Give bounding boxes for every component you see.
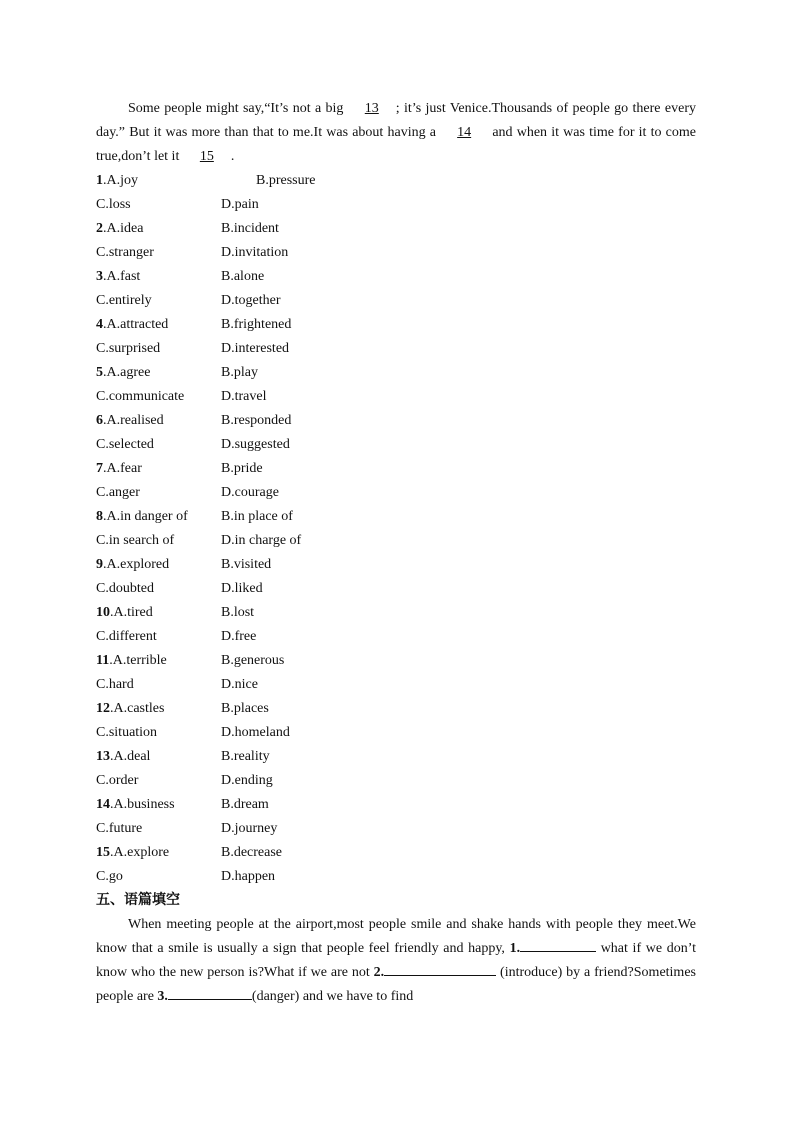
section5-paragraph: [96, 913, 696, 1009]
blank-number: 2.: [373, 965, 385, 980]
option-a-text: .A.agree: [103, 365, 151, 380]
fill-blank-3[interactable]: [168, 985, 252, 1000]
option-a[interactable]: [96, 841, 169, 865]
option-b[interactable]: B.alone: [221, 269, 265, 284]
option-a-text: .A.realised: [103, 413, 164, 428]
question-number: 15: [96, 845, 110, 860]
option-d[interactable]: D.happen: [221, 869, 276, 884]
option-b[interactable]: B.lost: [221, 605, 255, 620]
option-d[interactable]: D.invitation: [221, 245, 289, 260]
option-a-text: .A.business: [110, 797, 175, 812]
option-d[interactable]: D.in charge of: [221, 533, 302, 548]
option-a-text: .A.explored: [103, 557, 170, 572]
passage-text: ; it’s just Venice.Thousands of people go there every day.” But it was more than that to me.It was about having a: [96, 101, 696, 140]
question-number: 4: [96, 317, 103, 332]
question-number: 10: [96, 605, 110, 620]
option-d[interactable]: D.nice: [221, 677, 258, 692]
question-number: 3: [96, 269, 103, 284]
section5-text: (danger) and we have to find: [251, 989, 414, 1004]
question-number: 13: [96, 749, 110, 764]
question-number: 1: [96, 173, 103, 188]
option-a[interactable]: [96, 793, 175, 817]
option-a[interactable]: [96, 169, 138, 193]
option-a-text: .A.attracted: [103, 317, 169, 332]
option-b[interactable]: B.dream: [221, 797, 269, 812]
option-a[interactable]: [96, 409, 164, 433]
option-a-text: .A.terrible: [109, 653, 167, 668]
option-b[interactable]: B.decrease: [221, 845, 283, 860]
option-d[interactable]: D.suggested: [221, 437, 290, 452]
option-a-text: .A.fear: [103, 461, 142, 476]
section5-text: When meeting people at the airport,most people smile and shake hands with people they meet.We know that a smile is usually a sign that people feel friendly and happy,: [96, 917, 696, 956]
option-a[interactable]: [96, 601, 153, 625]
blank-number: 1.: [509, 941, 521, 956]
option-a-text: .A.fast: [103, 269, 141, 284]
option-b[interactable]: B.play: [221, 365, 258, 380]
option-b[interactable]: B.responded: [221, 413, 292, 428]
option-d[interactable]: D.homeland: [221, 725, 290, 740]
option-a[interactable]: [96, 745, 150, 769]
question-number: 7: [96, 461, 103, 476]
option-c[interactable]: C.loss: [96, 197, 131, 212]
passage-paragraph: [96, 97, 696, 169]
option-a-text: .A.joy: [103, 173, 138, 188]
option-c[interactable]: C.stranger: [96, 245, 154, 260]
option-a-text: .A.castles: [110, 701, 165, 716]
option-a[interactable]: [96, 649, 167, 673]
option-d[interactable]: D.pain: [221, 197, 259, 212]
question-number: 6: [96, 413, 103, 428]
passage-text: Some people might say,“It’s not a big: [128, 101, 348, 116]
option-a-text: .A.in danger of: [103, 509, 188, 524]
option-b[interactable]: B.visited: [221, 557, 272, 572]
passage-text: .: [230, 149, 235, 164]
option-a[interactable]: [96, 553, 169, 577]
question-number: 5: [96, 365, 103, 380]
option-a[interactable]: [96, 361, 150, 385]
option-d[interactable]: D.travel: [221, 389, 267, 404]
option-c[interactable]: C.different: [96, 629, 157, 644]
option-d[interactable]: D.ending: [221, 773, 273, 788]
fill-blank-2[interactable]: [384, 961, 496, 976]
option-c[interactable]: C.doubted: [96, 581, 154, 596]
blank-15[interactable]: 15: [199, 149, 214, 164]
option-c[interactable]: C.entirely: [96, 293, 152, 308]
section-title: 五、语篇填空: [96, 892, 180, 908]
fill-blank-1[interactable]: [520, 937, 596, 952]
blank-14[interactable]: 14: [457, 125, 472, 140]
option-a-text: .A.tired: [110, 605, 153, 620]
question-number: 12: [96, 701, 110, 716]
option-c[interactable]: C.situation: [96, 725, 158, 740]
option-c[interactable]: C.surprised: [96, 341, 161, 356]
option-a[interactable]: [96, 697, 164, 721]
option-a[interactable]: [96, 505, 188, 529]
option-c[interactable]: C.order: [96, 773, 139, 788]
option-c[interactable]: C.communicate: [96, 389, 185, 404]
option-c[interactable]: C.go: [96, 869, 123, 884]
section5-text: (introduce) by a friend?Sometimes people are: [96, 965, 696, 1004]
option-d[interactable]: D.liked: [221, 581, 263, 596]
option-c[interactable]: C.future: [96, 821, 143, 836]
question-number: 2: [96, 221, 103, 236]
option-a[interactable]: [96, 457, 142, 481]
option-b[interactable]: B.generous: [221, 653, 285, 668]
option-b[interactable]: B.in place of: [221, 509, 293, 524]
option-b[interactable]: B.incident: [221, 221, 279, 236]
question-number: 9: [96, 557, 103, 572]
passage-text: and when it was time for it to come true,don’t let it: [96, 125, 696, 164]
option-d[interactable]: D.courage: [221, 485, 279, 500]
option-b[interactable]: B.reality: [221, 749, 270, 764]
question-number: 8: [96, 509, 103, 524]
section5-text: what if we don’t know who the new person is?What if we are not: [96, 941, 697, 980]
option-c[interactable]: C.anger: [96, 485, 140, 500]
option-d[interactable]: D.interested: [221, 341, 290, 356]
option-c[interactable]: C.selected: [96, 437, 154, 452]
option-a-text: .A.explore: [110, 845, 170, 860]
option-b[interactable]: B.pride: [221, 461, 263, 476]
option-d[interactable]: D.journey: [221, 821, 278, 836]
option-a[interactable]: [96, 313, 168, 337]
question-number: 11: [96, 653, 110, 668]
option-a-text: .A.idea: [103, 221, 144, 236]
blank-number: 3.: [157, 989, 168, 1004]
option-d[interactable]: D.together: [221, 293, 281, 308]
option-d[interactable]: D.free: [221, 629, 257, 644]
option-a[interactable]: [96, 265, 140, 289]
option-b[interactable]: B.frightened: [221, 317, 292, 332]
option-c[interactable]: C.hard: [96, 677, 134, 692]
option-a-text: .A.deal: [110, 749, 151, 764]
blank-13[interactable]: 13: [364, 101, 379, 116]
option-a[interactable]: [96, 217, 143, 241]
question-number: 14: [96, 797, 110, 812]
option-c[interactable]: C.in search of: [96, 533, 175, 548]
option-b[interactable]: B.pressure: [256, 173, 316, 188]
option-b[interactable]: B.places: [221, 701, 269, 716]
